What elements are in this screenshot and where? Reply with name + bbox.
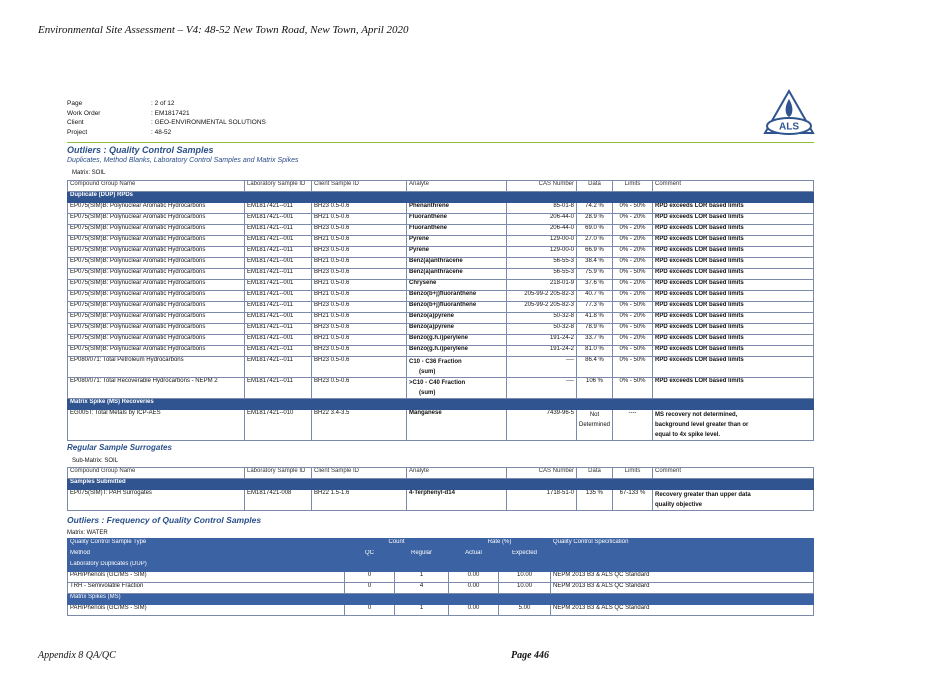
- column-header: Method: [68, 550, 345, 561]
- frequency-title: Outliers : Frequency of Quality Control Samples: [67, 515, 262, 525]
- column-header: Limits: [613, 468, 653, 479]
- cell-analyte: Pyrene: [407, 247, 507, 258]
- table-row: [68, 203, 814, 214]
- table-row: [68, 335, 814, 346]
- outliers-subtitle: Duplicates, Method Blanks, Laboratory Control Samples and Matrix Spikes: [67, 157, 299, 164]
- cell-comment: RPD exceeds LOR based limits: [653, 203, 814, 214]
- cell-client-id: BH21 0.5-0.6: [312, 335, 407, 346]
- cell-comment: RPD exceeds LOR based limits: [653, 214, 814, 225]
- cell-limits: 0% - 20%: [613, 214, 653, 225]
- cell-client-id: BH22 3.4-3.5: [312, 410, 407, 441]
- als-logo: [763, 89, 815, 139]
- cell-client-id: BH21 0.5-0.6: [312, 280, 407, 291]
- freq-ms-rows: [68, 605, 814, 616]
- cell-limits: 67-133 %: [613, 490, 653, 511]
- column-header: Quality Control Sample Type: [68, 539, 345, 550]
- cell-limits: 0% - 50%: [613, 324, 653, 335]
- cell-data: 69.0 %: [577, 225, 613, 236]
- document-header-title: Environmental Site Assessment – V4: 48-52 New Town Road, New Town, April 2020: [38, 24, 409, 36]
- column-header: Rate (%): [449, 539, 551, 550]
- cell-group: EP075(SIM)B: Polynuclear Aromatic Hydrocarbons: [68, 335, 245, 346]
- cell-regular: 1: [395, 572, 449, 583]
- cell-analyte: Benz(a)anthracene: [407, 269, 507, 280]
- cell-analyte: Benzo(b+j)fluoranthene: [407, 291, 507, 302]
- cell-data: 66.9 %: [577, 247, 613, 258]
- column-header: Laboratory Sample ID: [245, 181, 312, 192]
- cell-lab-id: EM1817421--011: [245, 302, 312, 313]
- cell-client-id: BH23 0.5-0.6: [312, 302, 407, 313]
- cell-comment: RPD exceeds LOR based limits: [653, 313, 814, 324]
- cell-data: 38.4 %: [577, 258, 613, 269]
- meta-row: Page : 2 of 12: [67, 100, 175, 107]
- cell-cas: 129-00-0: [507, 247, 577, 258]
- cell-group: EP080/071: Total Petroleum Hydrocarbons: [68, 357, 245, 378]
- cell-actual: 0.00: [449, 572, 499, 583]
- section-row: [68, 399, 814, 410]
- cell-data: 135 %: [577, 490, 613, 511]
- cell-lab-id: EM1817421--001: [245, 280, 312, 291]
- cell-group: EG005T: Total Metals by ICP-AES: [68, 410, 245, 441]
- cell-group: EP075(SIM)B: Polynuclear Aromatic Hydrocarbons: [68, 225, 245, 236]
- table-row: [68, 302, 814, 313]
- cell-group: EP075(SIM)B: Polynuclear Aromatic Hydrocarbons: [68, 258, 245, 269]
- cell-group: EP075(SIM)B: Polynuclear Aromatic Hydrocarbons: [68, 280, 245, 291]
- section-label: Samples Submitted: [68, 479, 814, 490]
- work-order-meta: [67, 99, 266, 137]
- column-header: Comment: [653, 468, 814, 479]
- cell-lab-id: EM1817421--011: [245, 247, 312, 258]
- cell-expected: 10.00: [499, 572, 551, 583]
- cell-group: EP075(SIM)B: Polynuclear Aromatic Hydrocarbons: [68, 302, 245, 313]
- cell-client-id: BH21 0.5-0.6: [312, 214, 407, 225]
- section-row: [68, 594, 814, 605]
- column-header: Quality Control Specification: [551, 539, 814, 561]
- column-header: Expected: [499, 550, 551, 561]
- column-header: Actual: [449, 550, 499, 561]
- column-header: CAS Number: [507, 181, 577, 192]
- cell-lab-id: EM1817421--001: [245, 291, 312, 302]
- cell-cas: 7439-96-5: [507, 410, 577, 441]
- cell-lab-id: EM1817421--011: [245, 269, 312, 280]
- cell-regular: 1: [395, 605, 449, 616]
- cell-actual: 0.00: [449, 583, 499, 594]
- sub-matrix-label: Sub-Matrix: SOIL: [72, 458, 119, 464]
- cell-cas: 191-24-2: [507, 346, 577, 357]
- cell-cas: 191-24-2: [507, 335, 577, 346]
- table-row: [68, 225, 814, 236]
- cell-analyte: Benzo(b+j)fluoranthene: [407, 302, 507, 313]
- table-row: [68, 313, 814, 324]
- column-header: Data: [577, 468, 613, 479]
- cell-comment: Recovery greater than upper data quality objective: [653, 490, 814, 511]
- cell-cas: 56-55-3: [507, 269, 577, 280]
- cell-client-id: BH23 0.5-0.6: [312, 324, 407, 335]
- cell-cas: 218-01-9: [507, 280, 577, 291]
- cell-client-id: BH21 0.5-0.6: [312, 313, 407, 324]
- cell-group: EP075(SIM)B: Polynuclear Aromatic Hydrocarbons: [68, 247, 245, 258]
- cell-analyte: Fluoranthene: [407, 225, 507, 236]
- column-header: Analyte: [407, 468, 507, 479]
- cell-data: 81.0 %: [577, 346, 613, 357]
- cell-analyte: C10 - C36 Fraction (sum): [407, 357, 507, 378]
- table-row: [68, 572, 814, 583]
- cell-client-id: BH21 0.5-0.6: [312, 258, 407, 269]
- table-row: [68, 258, 814, 269]
- cell-lab-id: EM1817421--011: [245, 378, 312, 399]
- cell-group: EP075(SIM)B: Polynuclear Aromatic Hydrocarbons: [68, 346, 245, 357]
- cell-comment: RPD exceeds LOR based limits: [653, 346, 814, 357]
- cell-group: EP075(SIM)B: Polynuclear Aromatic Hydrocarbons: [68, 269, 245, 280]
- cell-analyte: Manganese: [407, 410, 507, 441]
- table-row: [68, 378, 814, 399]
- cell-limits: 0% - 50%: [613, 302, 653, 313]
- table-row: [68, 410, 814, 441]
- cell-lab-id: EM1817421--011: [245, 324, 312, 335]
- cell-comment: RPD exceeds LOR based limits: [653, 324, 814, 335]
- cell-actual: 0.00: [449, 605, 499, 616]
- cell-lab-id: EM1817421--001: [245, 335, 312, 346]
- cell-lab-id: EM1817421--001: [245, 214, 312, 225]
- flame-icon: [786, 99, 793, 117]
- column-header: Analyte: [407, 181, 507, 192]
- section-row: [68, 561, 814, 572]
- cell-analyte: Benzo(a)pyrene: [407, 324, 507, 335]
- cell-limits: 0% - 20%: [613, 335, 653, 346]
- footer-page-number: Page 446: [511, 650, 550, 661]
- cell-group: EP075(SIM)T: PAH Surrogates: [68, 490, 245, 511]
- table-header-row: [68, 468, 814, 479]
- section-label: Duplicate (DUP) RPDs: [68, 192, 814, 203]
- cell-group: EP075(SIM)B: Polynuclear Aromatic Hydrocarbons: [68, 203, 245, 214]
- cell-comment: RPD exceeds LOR based limits: [653, 335, 814, 346]
- cell-cas: 205-99-2 205-82-3: [507, 291, 577, 302]
- cell-analyte: 4-Terphenyl-d14: [407, 490, 507, 511]
- freq-dup-rows: [68, 572, 814, 594]
- cell-limits: 0% - 50%: [613, 378, 653, 399]
- table-row: [68, 291, 814, 302]
- matrix-label: Matrix: SOIL: [72, 170, 106, 176]
- cell-comment: RPD exceeds LOR based limits: [653, 225, 814, 236]
- cell-data: 75.9 %: [577, 269, 613, 280]
- cell-comment: RPD exceeds LOR based limits: [653, 291, 814, 302]
- table-row: [68, 214, 814, 225]
- cell-cas: ----: [507, 357, 577, 378]
- column-header: Compound Group Name: [68, 468, 245, 479]
- cell-client-id: BH23 0.5-0.6: [312, 225, 407, 236]
- meta-row: Client : GEO-ENVIRONMENTAL SOLUTIONS: [67, 119, 266, 127]
- cell-client-id: BH23 0.5-0.6: [312, 247, 407, 258]
- cell-limits: 0% - 20%: [613, 258, 653, 269]
- table-row: [68, 269, 814, 280]
- cell-comment: RPD exceeds LOR based limits: [653, 280, 814, 291]
- cell-analyte: Pyrene: [407, 236, 507, 247]
- cell-cas: 206-44-0: [507, 214, 577, 225]
- cell-spec: NEPM 2013 B3 & ALS QC Standard: [551, 583, 814, 594]
- column-header: Count: [345, 539, 449, 550]
- section-label: Laboratory Duplicates (DUP): [68, 561, 814, 572]
- cell-client-id: BH23 0.5-0.6: [312, 357, 407, 378]
- cell-client-id: BH23 0.5-0.6: [312, 203, 407, 214]
- cell-data: 27.0 %: [577, 236, 613, 247]
- cell-lab-id: EM1817421-008: [245, 490, 312, 511]
- cell-data: 106 %: [577, 378, 613, 399]
- table-row: [68, 605, 814, 616]
- cell-lab-id: EM1817421--010: [245, 410, 312, 441]
- cell-analyte: Fluoranthene: [407, 214, 507, 225]
- cell-data: 33.7 %: [577, 335, 613, 346]
- table-row: [68, 236, 814, 247]
- cell-cas: 56-55-3: [507, 258, 577, 269]
- cell-analyte: >C10 - C40 Fraction (sum): [407, 378, 507, 399]
- cell-method: TRH - Semivolatile Fraction: [68, 583, 345, 594]
- cell-analyte: Benzo(g.h.i)perylene: [407, 346, 507, 357]
- dup-tall-rows: [68, 357, 814, 399]
- cell-data: 28.9 %: [577, 214, 613, 225]
- table-header-row: [68, 181, 814, 192]
- cell-cas: 50-32-8: [507, 313, 577, 324]
- dup-rows: [68, 203, 814, 357]
- cell-qc: 0: [345, 572, 395, 583]
- cell-expected: 5.00: [499, 605, 551, 616]
- cell-group: EP075(SIM)B: Polynuclear Aromatic Hydrocarbons: [68, 214, 245, 225]
- footer-appendix: Appendix 8 QA/QC: [38, 650, 116, 661]
- cell-limits: 0% - 50%: [613, 357, 653, 378]
- water-matrix-label: Matrix: WATER: [67, 530, 108, 536]
- table-row: [68, 346, 814, 357]
- cell-comment: MS recovery not determined, background level greater than or equal to 4x spike level.: [653, 410, 814, 441]
- cell-analyte: Phenanthrene: [407, 203, 507, 214]
- table-row: [68, 247, 814, 258]
- cell-regular: 4: [395, 583, 449, 594]
- cell-data: 86.4 %: [577, 357, 613, 378]
- outliers-table: [67, 180, 814, 441]
- cell-cas: ----: [507, 378, 577, 399]
- logo-text: ALS: [779, 121, 799, 133]
- table-row: [68, 357, 814, 378]
- cell-group: EP075(SIM)B: Polynuclear Aromatic Hydrocarbons: [68, 291, 245, 302]
- column-header: Limits: [613, 181, 653, 192]
- column-header: Compound Group Name: [68, 181, 245, 192]
- cell-comment: RPD exceeds LOR based limits: [653, 247, 814, 258]
- cell-limits: 0% - 20%: [613, 313, 653, 324]
- table-row: [68, 280, 814, 291]
- cell-spec: NEPM 2013 B3 & ALS QC Standard: [551, 572, 814, 583]
- cell-data: 77.3 %: [577, 302, 613, 313]
- cell-client-id: BH21 0.5-0.6: [312, 291, 407, 302]
- cell-limits: 0% - 20%: [613, 236, 653, 247]
- cell-comment: RPD exceeds LOR based limits: [653, 378, 814, 399]
- cell-client-id: BH21 0.5-0.6: [312, 236, 407, 247]
- cell-limits: 0% - 50%: [613, 346, 653, 357]
- cell-data: 41.8 %: [577, 313, 613, 324]
- cell-comment: RPD exceeds LOR based limits: [653, 302, 814, 313]
- column-header: Laboratory Sample ID: [245, 468, 312, 479]
- cell-group: EP080/071: Total Recoverable Hydrocarbons - NEPM 2: [68, 378, 245, 399]
- cell-comment: RPD exceeds LOR based limits: [653, 269, 814, 280]
- cell-lab-id: EM1817421--011: [245, 203, 312, 214]
- column-header: Regular: [395, 550, 449, 561]
- cell-lab-id: EM1817421--001: [245, 258, 312, 269]
- cell-comment: RPD exceeds LOR based limits: [653, 258, 814, 269]
- surrogates-table: [67, 467, 814, 511]
- cell-data: Not Determined: [577, 410, 613, 441]
- freq-header-row: [68, 539, 814, 550]
- column-header: QC: [345, 550, 395, 561]
- cell-data: 78.9 %: [577, 324, 613, 335]
- cell-group: EP075(SIM)B: Polynuclear Aromatic Hydrocarbons: [68, 324, 245, 335]
- table-row: [68, 490, 814, 511]
- section-row: [68, 479, 814, 490]
- cell-cas: 85-01-8: [507, 203, 577, 214]
- section-divider: [67, 142, 814, 143]
- cell-lab-id: EM1817421--001: [245, 236, 312, 247]
- cell-client-id: BH23 0.5-0.6: [312, 346, 407, 357]
- cell-client-id: BH22 1.5-1.6: [312, 490, 407, 511]
- column-header: Data: [577, 181, 613, 192]
- section-row: [68, 192, 814, 203]
- cell-lab-id: EM1817421--001: [245, 313, 312, 324]
- column-header: Client Sample ID: [312, 468, 407, 479]
- surrogates-title: Regular Sample Surrogates: [67, 443, 172, 452]
- section-label: Matrix Spike (MS) Recoveries: [68, 399, 814, 410]
- table-row: [68, 583, 814, 594]
- cell-expected: 10.00: [499, 583, 551, 594]
- cell-group: EP075(SIM)B: Polynuclear Aromatic Hydrocarbons: [68, 236, 245, 247]
- cell-client-id: BH23 0.5-0.6: [312, 269, 407, 280]
- cell-comment: RPD exceeds LOR based limits: [653, 236, 814, 247]
- section-label: Matrix Spikes (MS): [68, 594, 814, 605]
- cell-group: EP075(SIM)B: Polynuclear Aromatic Hydrocarbons: [68, 313, 245, 324]
- cell-lab-id: EM1817421--011: [245, 346, 312, 357]
- table-row: [68, 324, 814, 335]
- meta-row: Project : 48-52: [67, 128, 172, 136]
- cell-cas: 50-32-8: [507, 324, 577, 335]
- cell-cas: 1718-51-0: [507, 490, 577, 511]
- cell-data: 37.6 %: [577, 280, 613, 291]
- cell-lab-id: EM1817421--011: [245, 357, 312, 378]
- cell-cas: 206-44-0: [507, 225, 577, 236]
- cell-limits: 0% - 20%: [613, 247, 653, 258]
- cell-analyte: Benzo(a)pyrene: [407, 313, 507, 324]
- cell-lab-id: EM1817421--011: [245, 225, 312, 236]
- cell-data: 74.2 %: [577, 203, 613, 214]
- cell-method: PAH/Phenols (GC/MS - SIM): [68, 605, 345, 616]
- cell-client-id: BH23 0.5-0.6: [312, 378, 407, 399]
- cell-analyte: Chrysene: [407, 280, 507, 291]
- cell-cas: 129-00-0: [507, 236, 577, 247]
- cell-data: 40.7 %: [577, 291, 613, 302]
- cell-qc: 0: [345, 605, 395, 616]
- cell-limits: 0% - 20%: [613, 280, 653, 291]
- cell-method: PAH/Phenols (GC/MS - SIM): [68, 572, 345, 583]
- cell-cas: 205-99-2 205-82-3: [507, 302, 577, 313]
- column-header: Comment: [653, 181, 814, 192]
- cell-analyte: Benzo(g.h.i)perylene: [407, 335, 507, 346]
- column-header: Client Sample ID: [312, 181, 407, 192]
- cell-comment: RPD exceeds LOR based limits: [653, 357, 814, 378]
- cell-limits: 0% - 20%: [613, 291, 653, 302]
- cell-limits: 0% - 20%: [613, 225, 653, 236]
- column-header: CAS Number: [507, 468, 577, 479]
- cell-qc: 0: [345, 583, 395, 594]
- cell-analyte: Benz(a)anthracene: [407, 258, 507, 269]
- cell-limits: 0% - 50%: [613, 269, 653, 280]
- cell-spec: NEPM 2013 B3 & ALS QC Standard: [551, 605, 814, 616]
- cell-limits: ----: [613, 410, 653, 441]
- meta-row: Work Order : EM1817421: [67, 109, 190, 117]
- cell-limits: 0% - 50%: [613, 203, 653, 214]
- frequency-table: [67, 538, 814, 616]
- outliers-title: Outliers : Quality Control Samples: [67, 145, 214, 155]
